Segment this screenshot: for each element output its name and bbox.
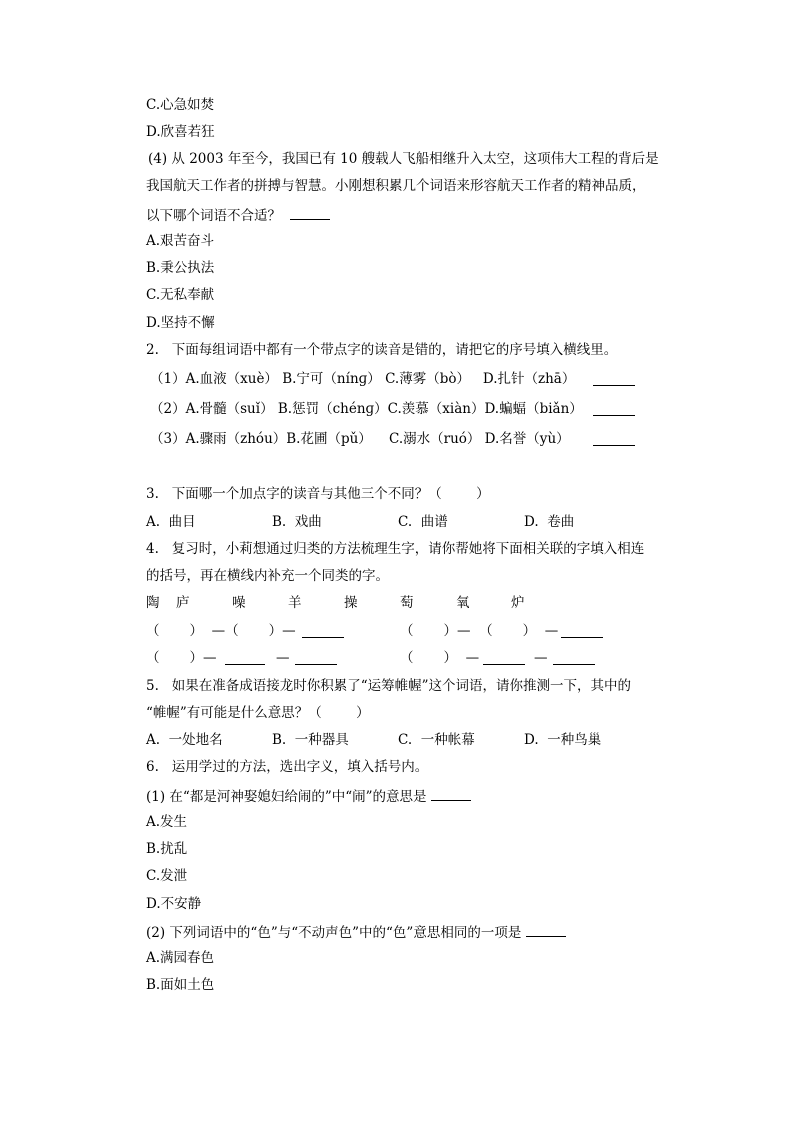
q3-option-b: B. 戏曲 [272,514,322,530]
q1-sub4-question: 以下哪个词语不合适？ [146,208,281,224]
q2-row-text: （3）A.骤雨（zhóu）B.花圃（pǔ） C.溺水（ruó） D.名誉（yù） [150,431,570,447]
q5-option-b: B. 一种器具 [272,732,349,748]
q4-row2-dash: — [276,650,290,666]
q6-sub2-option-a: A.满园春色 [146,950,215,966]
q4-char-4: 羊 [288,595,302,611]
answer-blank[interactable] [526,922,566,937]
q6-sub2-option-b: B.面如土色 [146,977,215,993]
q6-sub1 [146,786,471,806]
q5-option-c: C. 一种帐幕 [398,732,475,748]
q6-sub1-question: (1) 在“都是河神娶媳妇给闹的”中“闹”的意思是 [146,789,427,805]
q4-stem-line1: 4. 复习时，小莉想通过归类的方法梳理生字，请你帮她将下面相关联的字填入相连 [146,541,645,557]
q4-stem-line2: 的括号，再在横线内补充一个同类的字。 [146,568,389,584]
q2-row-3 [150,430,570,448]
q1-option-d: D.欣喜若狂 [146,124,215,140]
q4-row2-dash-2: — [534,650,548,666]
q4-blank-3[interactable] [225,650,265,665]
q4-char-7: 氧 [456,595,470,611]
q4-char-5: 操 [344,595,358,611]
q4-row2-right: （ ） — [400,650,480,666]
q4-blank-4[interactable] [295,650,337,665]
q4-row1-left: （ ） —（ ）— [146,623,296,639]
answer-blank[interactable] [290,205,330,220]
q1-sub4-option-d: D.坚持不懈 [146,315,215,331]
q6-sub1-option-d: D.不安静 [146,896,202,912]
q1-sub4-option-b: B.秉公执法 [146,260,215,276]
q4-char-3: 噪 [232,595,246,611]
q4-char-8: 炉 [511,595,525,611]
q4-char-2: 庐 [176,595,190,611]
q3-option-d: D. 卷曲 [524,514,575,530]
q2-stem: 2. 下面每组词语中都有一个带点字的读音是错的，请把它的序号填入横线里。 [146,342,618,358]
q1-sub4-option-c: C.无私奉献 [146,287,215,303]
q6-sub2 [146,922,566,942]
q5-option-a: A. 一处地名 [146,732,223,748]
q3-option-a: A. 曲目 [146,514,196,530]
q2-answer-blank-2[interactable] [593,401,635,416]
q2-row-2 [150,400,583,418]
q4-char-6: 萄 [400,595,414,611]
q2-row-text: （1）A.血液（xuè） B.宁可（nínɡ） C.薄雾（bò） D.扎针（zhā） [150,371,576,387]
q3-option-c: C. 曲谱 [398,514,448,530]
q6-sub1-option-a: A.发生 [146,814,188,830]
q1-sub4-line1: (4) 从 2003 年至今，我国已有 10 艘载人飞船相继升入太空，这项伟大工程的背后是 [148,151,659,167]
q5-stem-line1: 5. 如果在准备成语接龙时你积累了“运筹帷幄”这个词语，请你推测一下，其中的 [146,678,632,694]
q4-char-1: 陶 [146,595,160,611]
q4-blank-5[interactable] [483,650,525,665]
q6-stem: 6. 运用学过的方法，选出字义，填入括号内。 [146,759,429,775]
q3-stem: 3. 下面哪一个加点字的读音与其他三个不同？（ ） [146,486,490,502]
q1-sub4-line2: 我国航天工作者的拼搏与智慧。小刚想积累几个词语来形容航天工作者的精神品质， [146,178,646,194]
q1-sub4-option-a: A.艰苦奋斗 [146,233,215,249]
q2-answer-blank-3[interactable] [593,431,635,446]
q4-row2-left: （ ）— [146,650,217,666]
q2-row-1 [150,370,575,388]
q5-stem-line2: “帷幄”有可能是什么意思？（ ） [146,705,370,721]
q6-sub1-option-c: C.发泄 [146,868,188,884]
answer-blank[interactable] [431,786,471,801]
q1-option-c: C.心急如焚 [146,97,215,113]
q5-option-d: D. 一种鸟巢 [524,732,602,748]
q4-blank-6[interactable] [553,650,595,665]
q4-blank-2[interactable] [561,623,603,638]
q2-row-text: （2）A.骨髓（suǐ） B.惩罚（chénɡ）C.羡慕（xiàn）D.蝙蝠（biǎn） [150,401,583,417]
q4-blank-1[interactable] [302,623,344,638]
q6-sub2-question: (2) 下列词语中的“色”与“不动声色”中的“色”意思相同的一项是 [146,925,522,941]
q6-sub1-option-b: B.扰乱 [146,841,188,857]
q2-answer-blank-1[interactable] [593,371,635,386]
q4-row1-right: （ ）— （ ） — [400,623,559,639]
q1-sub4-line3 [146,205,330,225]
